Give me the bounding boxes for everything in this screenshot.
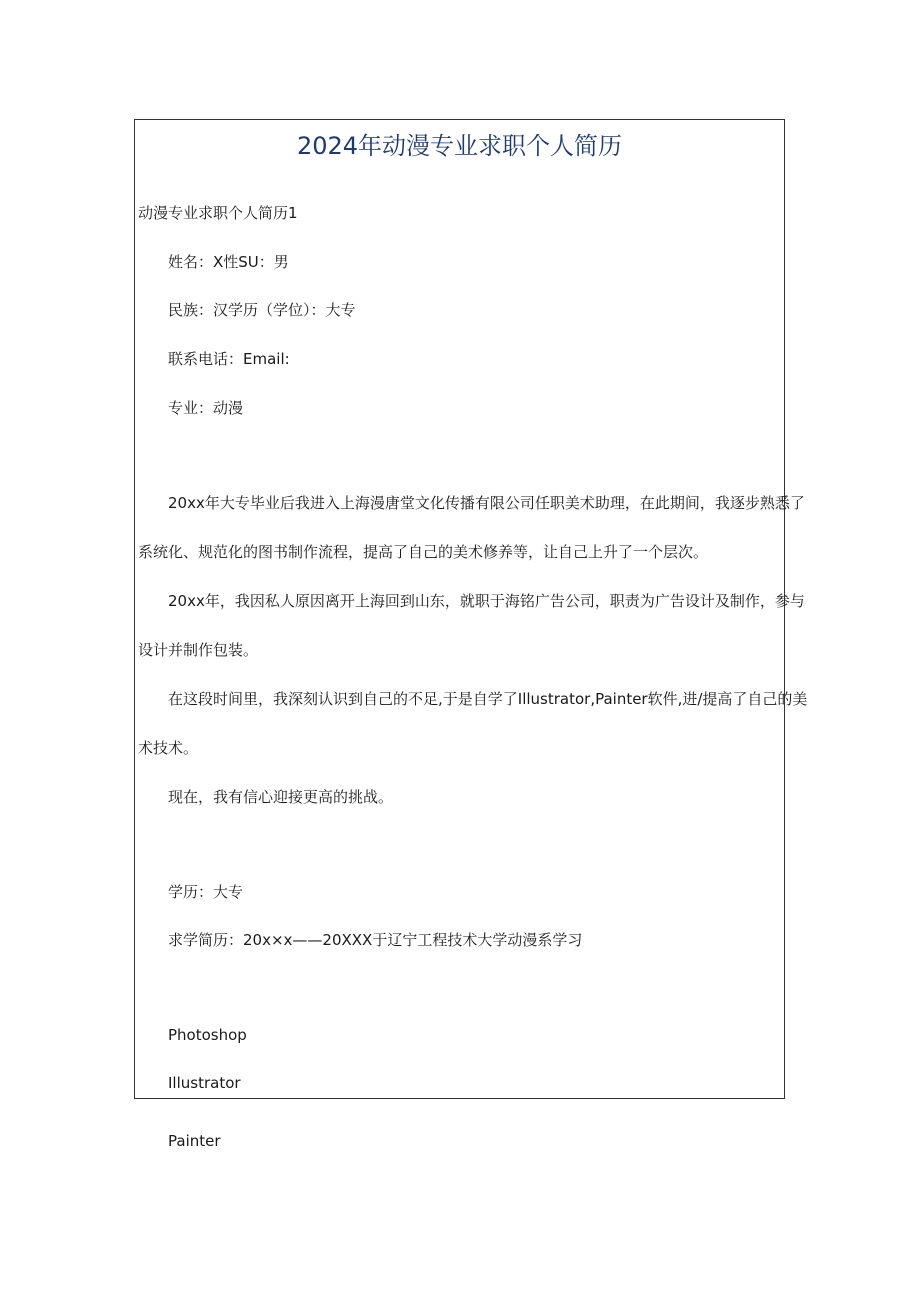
experience-paragraph-1-cont: 系统化、规范化的图书制作流程，提高了自己的美术修养等，让自己上升了一个层次。 <box>138 543 709 561</box>
section-heading: 动漫专业求职个人简历1 <box>138 204 298 222</box>
ethnicity-degree-line: 民族：汉学历（学位）：大专 <box>168 301 356 319</box>
skill-item: Painter <box>168 1132 221 1150</box>
skill-item: Photoshop <box>168 1026 247 1044</box>
contact-line: 联系电话：Email: <box>168 350 290 368</box>
experience-paragraph-3-cont: 术技术。 <box>138 739 199 757</box>
experience-paragraph-2: 20xx年，我因私人原因离开上海回到山东，就职于海铭广告公司，职责为广告设计及制作，参与 <box>168 592 805 610</box>
experience-paragraph-2-cont: 设计并制作包装。 <box>138 641 259 659</box>
education-history-line: 求学简历：20x×x——20XXX于辽宁工程技术大学动漫系学习 <box>168 931 583 949</box>
education-degree-line: 学历：大专 <box>168 883 244 901</box>
experience-paragraph-1: 20xx年大专毕业后我进入上海漫唐堂文化传播有限公司任职美术助理，在此期间，我逐步熟悉了 <box>168 494 805 512</box>
skill-item: Illustrator <box>168 1074 241 1092</box>
name-gender-line: 姓名：X性SU：男 <box>168 253 289 271</box>
experience-paragraph-3: 在这段时间里，我深刻认识到自己的不足,于是自学了Illustrator,Painter软件,进/提高了自己的美 <box>168 690 808 708</box>
major-line: 专业：动漫 <box>168 399 244 417</box>
experience-paragraph-4: 现在，我有信心迎接更高的挑战。 <box>168 788 394 806</box>
document-title: 2024年动漫专业求职个人简历 <box>296 132 623 160</box>
